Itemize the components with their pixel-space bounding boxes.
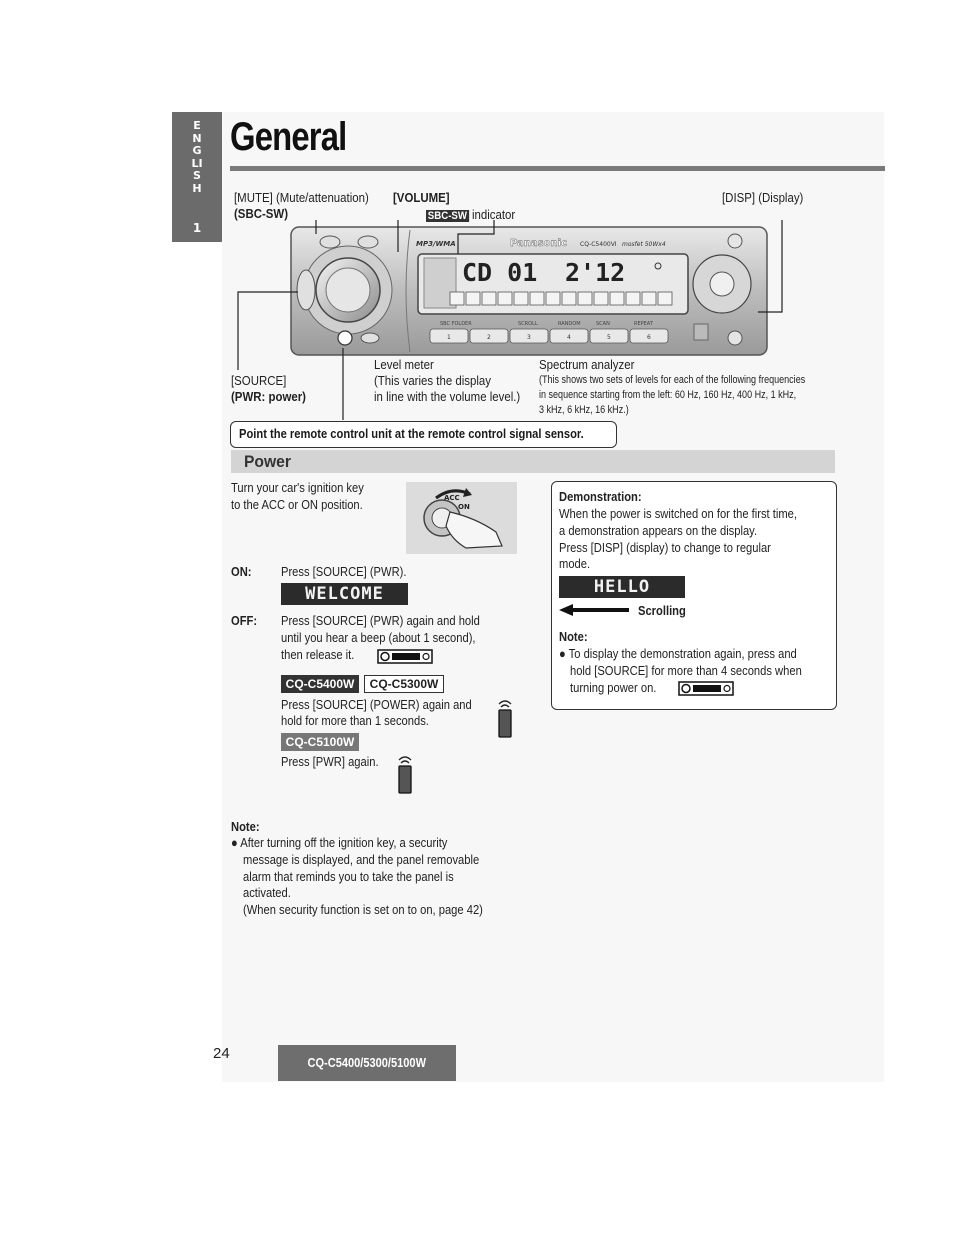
power-note-line-5: (When security function is set on to on, page 42) xyxy=(243,902,483,917)
svg-text:MP3/WMA: MP3/WMA xyxy=(416,240,456,248)
spectrum-desc-2: in sequence starting from the left: 60 Hz, 160 Hz, 400 Hz, 1 kHz, xyxy=(539,389,797,401)
main-unit-icon-2 xyxy=(678,681,734,696)
main-unit-icon xyxy=(377,649,433,664)
mute-label: [MUTE] (Mute/attenuation) xyxy=(234,190,369,205)
ignition-key-illustration xyxy=(406,482,517,554)
model-c-text: Press [PWR] again. xyxy=(281,754,379,769)
demo-note-title: Note: xyxy=(559,629,588,644)
section-number: 1 xyxy=(192,221,202,235)
level-meter-desc-2: in line with the volume level.) xyxy=(374,389,521,404)
footer-model-text: CQ-C5400/5300/5100W xyxy=(307,1055,427,1070)
on-label: ON: xyxy=(231,564,252,579)
power-note-line-2: message is displayed, and the panel removable xyxy=(243,852,480,867)
level-meter-desc-1: (This varies the display xyxy=(374,373,491,388)
language-tab xyxy=(172,112,222,242)
power-note-bullet: ● After turning off the ignition key, a security xyxy=(231,835,448,850)
svg-text:mosfet 50Wx4: mosfet 50Wx4 xyxy=(622,241,666,248)
scrolling-arrow-icon xyxy=(559,603,631,617)
scrolling-label: Scrolling xyxy=(638,603,686,618)
title-rule xyxy=(230,166,885,171)
svg-text:CD 01: CD 01 xyxy=(462,258,538,287)
svg-text:SCROLL: SCROLL xyxy=(518,321,538,327)
demo-line-1: When the power is switched on for the first time, xyxy=(559,506,797,521)
hello-lcd: HELLO xyxy=(559,576,685,598)
key-acc-label: ACC xyxy=(444,494,460,502)
model-ab-text-1: Press [SOURCE] (POWER) again and xyxy=(281,697,472,712)
demo-line-3: Press [DISP] (display) to change to regular xyxy=(559,540,771,555)
source-label: [SOURCE] xyxy=(231,373,287,388)
disp-label: [DISP] (Display) xyxy=(722,190,804,205)
model-tag-c5100: CQ-C5100W xyxy=(281,733,359,751)
demo-title: Demonstration: xyxy=(559,489,642,504)
svg-text:REPEAT: REPEAT xyxy=(634,321,653,327)
power-note-line-1: After turning off the ignition key, a security xyxy=(240,835,448,850)
demo-line-2: a demonstration appears on the display. xyxy=(559,523,758,538)
svg-text:RANDOM: RANDOM xyxy=(558,321,581,327)
svg-text:CQ-C5400VI: CQ-C5400VI xyxy=(580,241,617,248)
spectrum-title: Spectrum analyzer xyxy=(539,357,635,372)
demo-line-4: mode. xyxy=(559,556,591,571)
remote-control-icon xyxy=(497,698,513,738)
model-ab-text-2: hold for more than 1 seconds. xyxy=(281,713,429,728)
level-meter-title: Level meter xyxy=(374,357,434,372)
demo-note-line-1: To display the demonstration again, press and xyxy=(568,646,797,661)
model-tag-c5400: CQ-C5400W xyxy=(281,675,359,693)
power-intro-2: to the ACC or ON position. xyxy=(231,497,363,512)
pwr-label: (PWR: power) xyxy=(231,389,306,404)
spectrum-desc-3: 3 kHz, 6 kHz, 16 kHz.) xyxy=(539,404,629,416)
language-label: ENGLISH xyxy=(191,119,203,195)
remote-control-icon-2 xyxy=(397,754,413,794)
svg-text:6: 6 xyxy=(647,334,651,341)
svg-text:2: 2 xyxy=(487,334,491,341)
welcome-lcd: WELCOME xyxy=(281,583,408,605)
demo-note-line-2: hold [SOURCE] for more than 4 seconds when xyxy=(570,663,802,678)
svg-text:2'12: 2'12 xyxy=(565,258,626,287)
footer-model-tag xyxy=(278,1045,456,1081)
indicator-text: indicator xyxy=(471,207,516,222)
power-note-title: Note: xyxy=(231,819,260,834)
off-text-2: until you hear a beep (about 1 second), xyxy=(281,630,476,645)
demo-note-line-3: turning power on. xyxy=(570,680,657,695)
off-label: OFF: xyxy=(231,613,258,628)
page-title: General xyxy=(230,115,347,159)
power-section-header xyxy=(231,450,835,473)
svg-text:5: 5 xyxy=(607,334,611,341)
volume-label: [VOLUME] xyxy=(393,190,450,205)
demo-note-bullet: ● To display the demonstration again, press and xyxy=(559,646,797,661)
power-heading: Power xyxy=(244,452,291,471)
svg-text:1: 1 xyxy=(447,334,451,341)
svg-text:SBC FOLDER: SBC FOLDER xyxy=(440,321,472,327)
power-note-line-3: alarm that reminds you to take the panel is xyxy=(243,869,454,884)
key-on-label: ON xyxy=(458,503,470,511)
sbc-sw-badge: SBC-SW xyxy=(427,210,468,222)
svg-text:Panasonic: Panasonic xyxy=(510,238,567,249)
model-tag-c5300: CQ-C5300W xyxy=(364,675,444,693)
callout-text: Point the remote control unit at the remote control signal sensor. xyxy=(239,426,584,441)
on-text: Press [SOURCE] (PWR). xyxy=(281,564,407,579)
off-text-3: then release it. xyxy=(281,647,355,662)
spectrum-desc-1: (This shows two sets of levels for each of the following frequencies xyxy=(539,374,806,386)
power-note-line-4: activated. xyxy=(243,885,291,900)
remote-sensor-callout xyxy=(230,421,617,448)
power-intro-1: Turn your car's ignition key xyxy=(231,480,364,495)
svg-text:SCAN: SCAN xyxy=(596,321,610,327)
page-number: 24 xyxy=(213,1045,230,1062)
sbc-sw-label: (SBC-SW) xyxy=(234,206,289,221)
svg-text:3: 3 xyxy=(527,334,531,341)
off-text-1: Press [SOURCE] (PWR) again and hold xyxy=(281,613,480,628)
svg-text:4: 4 xyxy=(567,334,571,341)
